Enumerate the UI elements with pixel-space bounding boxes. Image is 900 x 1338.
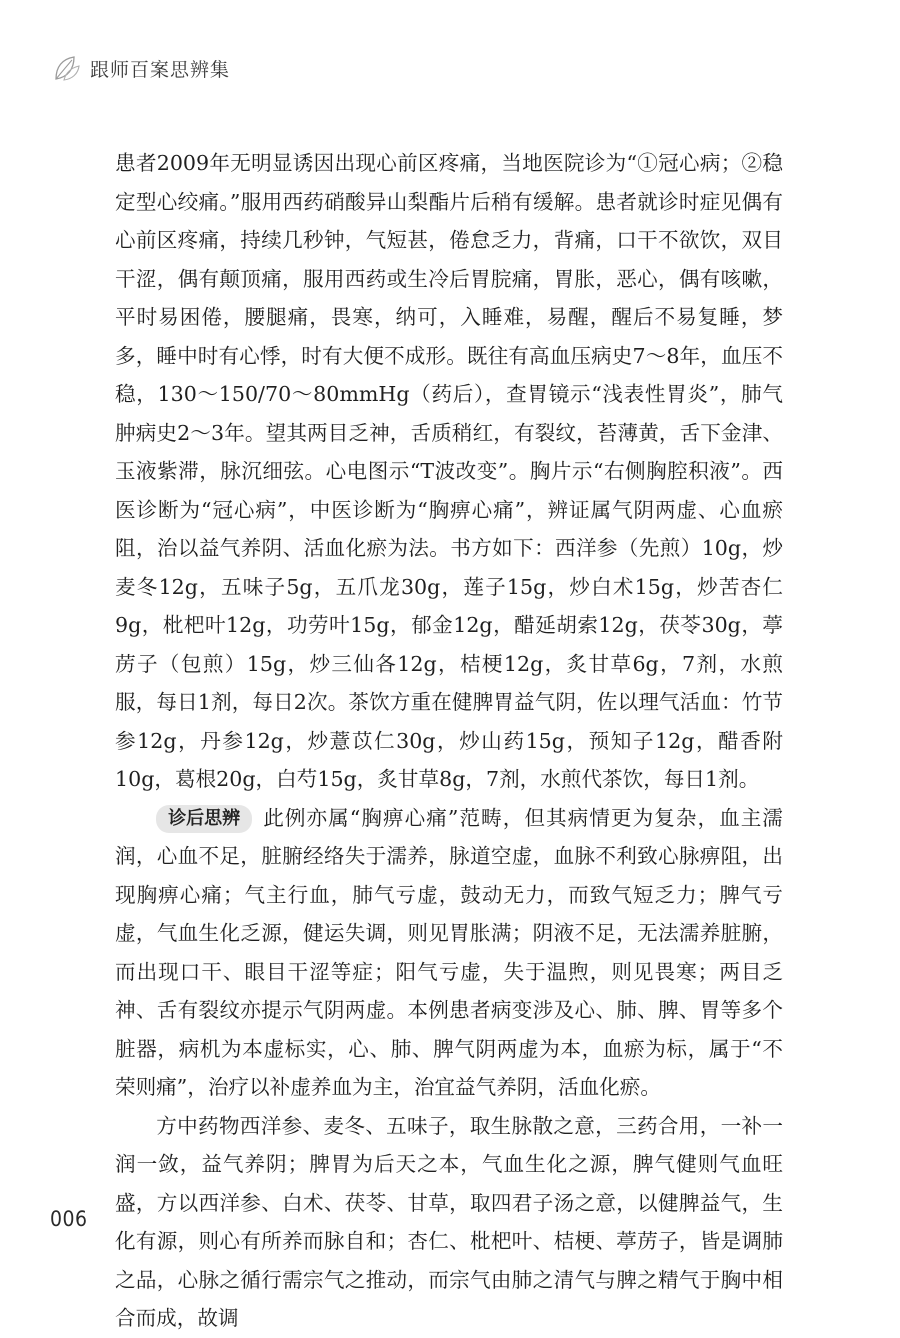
running-header <box>52 50 230 86</box>
case-description-paragraph: 患者2009年无明显诱因出现心前区疼痛，当地医院诊为“①冠心病；②稳定型心绞痛。”服用西药硝酸异山梨酯片后稍有缓解。患者就诊时症见偶有心前区疼痛，持续几秒钟，气短甚，倦怠乏力，背痛，口干不欲饮，双目干涩，偶有颠顶痛，服用西药或生冷后胃脘痛，胃胀，恶心，偶有咳嗽，平时易困倦，腰腿痛，畏寒，纳可，入睡难，易醒，醒后不易复睡，梦多，睡中时有心悸，时有大便不成形。既往有高血压病史7～8年，血压不稳，130～150/70～80mmHg（药后），查胃镜示“浅表性胃炎”，肺气肿病史2～3年。望其两目乏神，舌质稍红，有裂纹，苔薄黄，舌下金津、玉液紫滞，脉沉细弦。心电图示“T波改变”。胸片示“右侧胸腔积液”。西医诊断为“冠心病”，中医诊断为“胸痹心痛”，辨证属气阴两虚、心血瘀阻，治以益气养阴、活血化瘀为法。书方如下：西洋参（先煎）10g，炒麦冬12g，五味子5g，五爪龙30g，莲子15g，炒白术15g，炒苦杏仁9g，枇杷叶12g，功劳叶15g，郁金12g，醋延胡索12g，茯苓30g，葶苈子（包煎）15g，炒三仙各12g，桔梗12g，炙甘草6g，7剂，水煎服，每日1剂，每日2次。茶饮方重在健脾胃益气阴，佐以理气活血：竹节参12g，丹参12g，炒薏苡仁30g，炒山药15g，预知子12g，醋香附10g，葛根20g，白芍15g，炙甘草8g，7剂，水煎代茶饮，每日1剂。 <box>115 151 783 791</box>
analysis-paragraph <box>115 799 783 1107</box>
analysis-text: 此例亦属“胸痹心痛”范畴，但其病情更为复杂，血主濡润，心血不足，脏腑经络失于濡养，脉道空虚，血脉不利致心脉痹阻，出现胸痹心痛；气主行血，肺气亏虚，鼓动无力，而致气短乏力；脾气亏虚，气血生化乏源，健运失调，则见胃胀满；阴液不足，无法濡养脏腑，而出现口干、眼目干涩等症；阳气亏虚，失于温煦，则见畏寒；两目乏神、舌有裂纹亦提示气阴两虚。本例患者病变涉及心、肺、脾、胃等多个脏器，病机为本虚标实，心、肺、脾气阴两虚为本，血瘀为标，属于“不荣则痛”，治疗以补虚养血为主，治宜益气养阴，活血化瘀。 <box>115 805 783 1099</box>
prescription-analysis-paragraph: 方中药物西洋参、麦冬、五味子，取生脉散之意，三药合用，一补一润一敛，益气养阴；脾胃为后天之本，气血生化之源，脾气健则气血旺盛，方以西洋参、白术、茯苓、甘草，取四君子汤之意，以健脾益气，生化有源，则心有所养而脉自和；杏仁、枇杷叶、桔梗、葶苈子，皆是调肺之品，心脉之循行需宗气之推动，而宗气由肺之清气与脾之精气于胸中相合而成，故调 <box>115 1113 783 1330</box>
leaf-icon <box>52 53 82 83</box>
section-label-badge: 诊后思辨 <box>156 805 252 833</box>
page-number: 006 <box>50 1207 88 1231</box>
main-text <box>115 144 783 1338</box>
running-header-title: 跟师百案思辨集 <box>90 58 231 81</box>
